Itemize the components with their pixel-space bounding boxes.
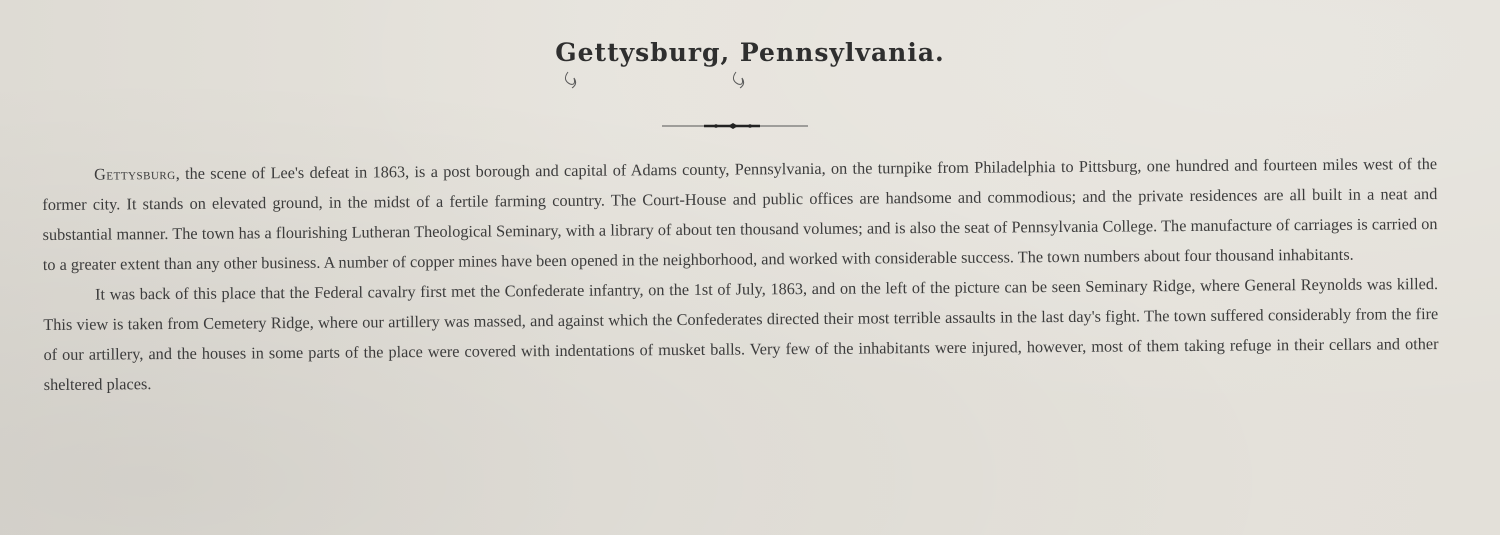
page-title: Gettysburg, Pennsylvania. [555,38,945,67]
article-body [42,149,1439,400]
lead-word: Gettysburg [94,163,176,184]
paragraph-1 [42,149,1438,280]
paragraph-2 [43,269,1439,400]
divider-ornament [0,118,1500,134]
paragraph-2-text: It was back of this place that the Federal cavalry first met the Confederate infantry, on the 1st of July, 1863, and on the left of the picture can be seen Seminary Ridge, where General Reynolds was killed. This view is taken from Cemetery Ridge, where our artillery was massed, and against which the Confederates directed their most terrible assaults in the last day's fight. The town suffered considerably from the fire of our artillery, and the houses in some parts of the place were covered with indentations of musket balls. Very few of the inhabitants were injured, however, most of them taking refuge in their cellars and other sheltered places. [43,274,1439,394]
title-flourish-decoration [0,68,1500,92]
paragraph-1-text: , the scene of Lee's defeat in 1863, is a post borough and capital of Adams county, Pennsylvania, on the turnpike from Philadelphia to Pittsburg, one hundred and fourteen miles west of the former city. It stands on elevated ground, in the midst of a fertile farming country. The Court-House and public offices are handsome and commodious; and the private residences are all built in a neat and substantial manner. The town has a flourishing Lutheran Theological Seminary, with a library of about ten thousand volumes; and is also the seat of Pennsylvania College. The manufacture of carriages is carried on to a greater extent than any other business. A number of copper mines have been opened in the neighborhood, and worked with considerable success. The town numbers about four thousand inhabitants. [42,154,1438,274]
